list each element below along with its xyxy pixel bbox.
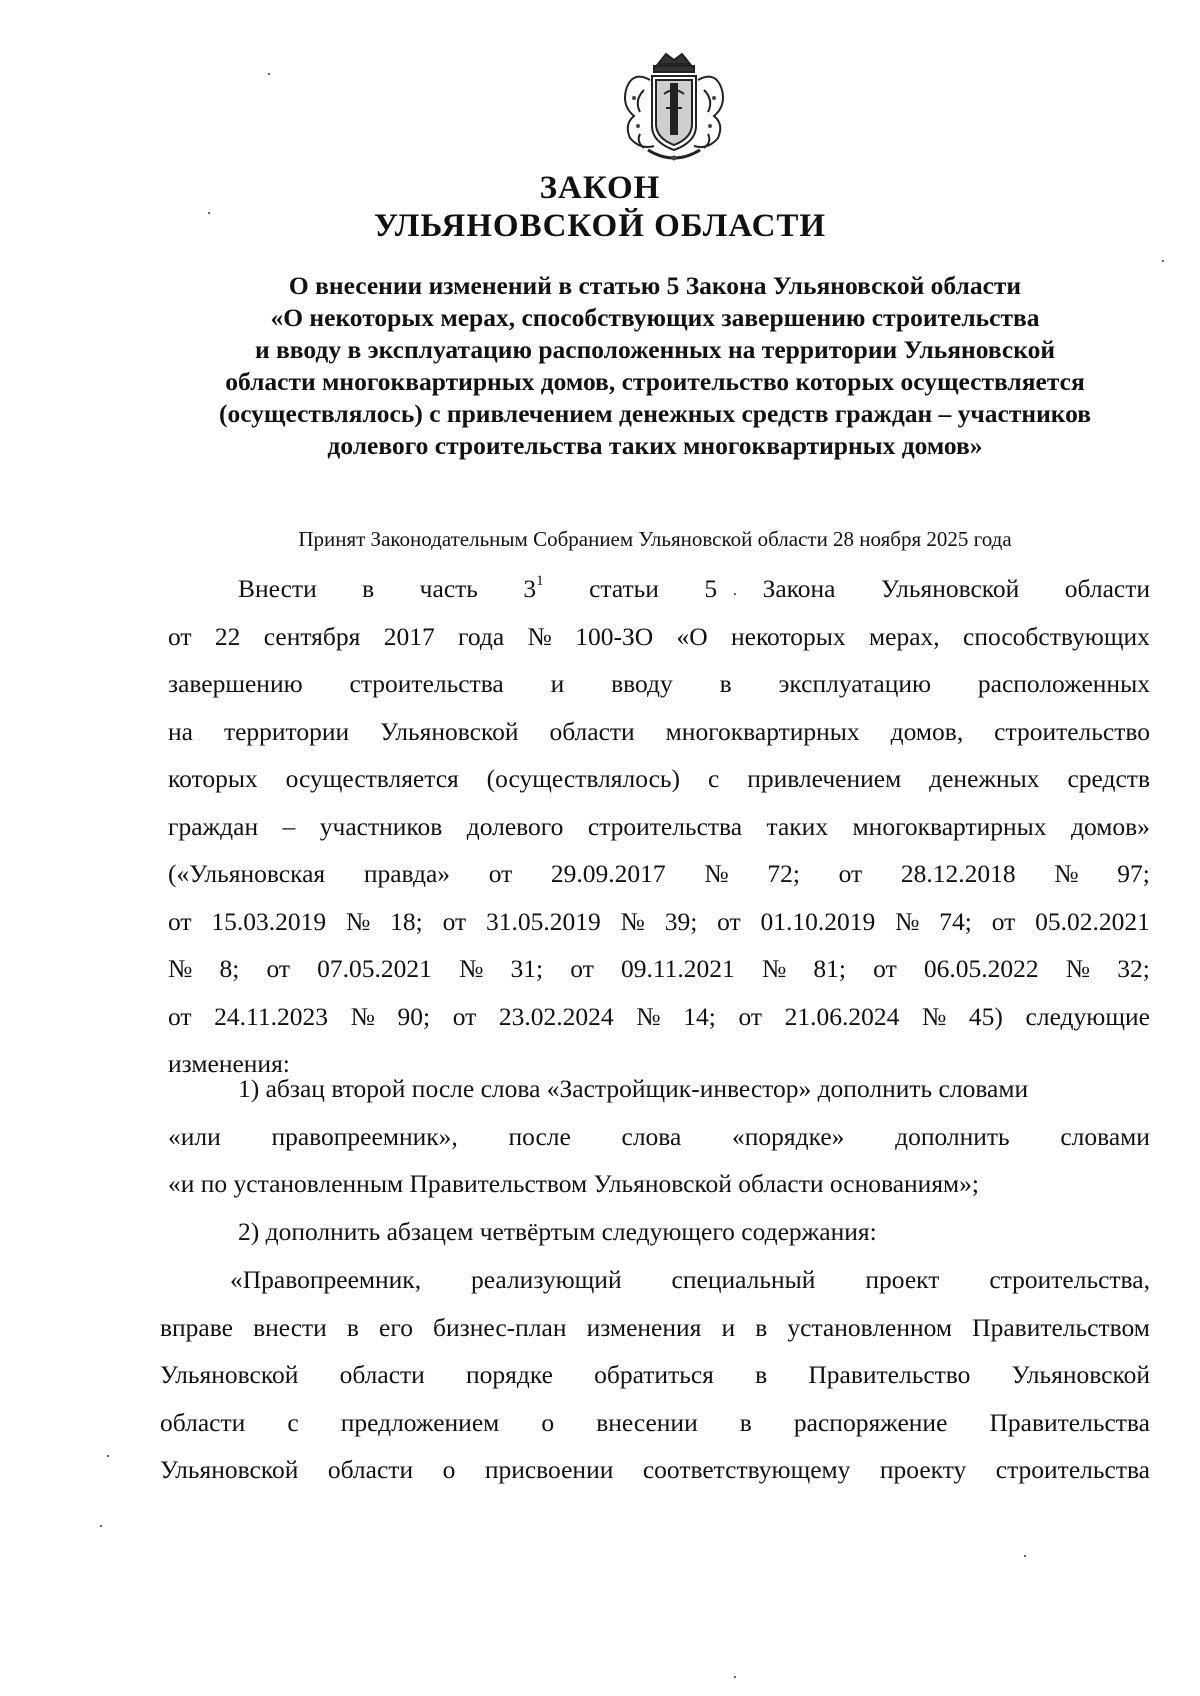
word: соответствующему <box>642 1455 851 1484</box>
region-title: УЛЬЯНОВСКОЙ ОБЛАСТИ <box>373 208 827 244</box>
word: многоквартирных <box>852 811 1047 841</box>
text-line <box>168 993 1150 1041</box>
word: № <box>345 906 371 936</box>
word: домов, <box>890 716 964 746</box>
word: мерах, <box>869 621 940 651</box>
word: и <box>721 1312 736 1342</box>
word: вправе <box>160 1312 233 1342</box>
word: в <box>719 669 732 698</box>
word: в <box>739 1407 752 1437</box>
text-line: 1) абзац второй после слова «Застройщик-инвестор» дополнить словами <box>238 1074 1029 1103</box>
word: слова <box>621 1121 682 1151</box>
word: № <box>636 1001 661 1031</box>
word: завершению <box>168 669 303 698</box>
part-number: $3^1$ <box>523 572 544 603</box>
word: 18; <box>390 906 423 936</box>
word: «или <box>168 1121 221 1151</box>
word: Ульяновской <box>380 716 519 746</box>
text-line <box>168 803 1150 851</box>
word: года <box>458 621 505 651</box>
word: 31.05.2019 <box>485 906 601 936</box>
word: порядке <box>466 1360 553 1389</box>
amendment-item-2 <box>168 1208 1150 1256</box>
subject-line: долевого строительства таких многоквартирных домов» <box>327 431 983 460</box>
text-line: 2) дополнить абзацем четвёртым следующего содержания: <box>238 1217 877 1246</box>
text-line <box>168 850 1150 898</box>
text-line <box>168 945 1150 993</box>
word: строительства <box>349 669 504 698</box>
word: средств <box>1067 764 1150 793</box>
word: 23.02.2024 <box>498 1001 614 1031</box>
word: 24.11.2023 <box>214 1001 328 1031</box>
text-line <box>168 1113 1150 1161</box>
word: в <box>755 1360 768 1389</box>
word: – <box>282 811 296 841</box>
word: изменения <box>586 1312 702 1342</box>
word: способствующих <box>963 621 1150 651</box>
word: 01.10.2019 <box>760 906 876 936</box>
word: обратиться <box>594 1360 714 1389</box>
word: Ульяновской <box>1011 1360 1150 1389</box>
subject-line: (осуществлялось) с привлечением денежных средств граждан – участников <box>218 399 1092 428</box>
word: от <box>442 906 467 936</box>
text-line: Внести в часть $3^1$ статьи 5 Закона Ульяновской области <box>168 565 1150 613</box>
word: 74; <box>939 906 972 936</box>
word: № <box>1065 954 1091 983</box>
word: предложением <box>340 1407 500 1437</box>
word: 31; <box>510 954 544 983</box>
word: правда» <box>363 859 451 888</box>
word: реализующий <box>471 1265 622 1294</box>
word: строительства <box>995 1455 1150 1484</box>
scan-speck <box>1162 260 1164 262</box>
word: 05.02.2021 <box>1035 906 1150 936</box>
text-line <box>160 1399 1150 1447</box>
word: расположенных <box>977 669 1150 698</box>
word: области <box>327 1455 414 1484</box>
word: Правительства <box>989 1407 1150 1437</box>
amendment-item-1 <box>168 1065 1150 1208</box>
word: о <box>442 1455 456 1484</box>
text-line <box>160 1256 1150 1304</box>
word: в <box>346 1312 359 1342</box>
word: проекту <box>879 1455 967 1484</box>
word: таких <box>766 811 829 841</box>
word: 32; <box>1117 954 1150 983</box>
word: 45) <box>968 1001 1003 1031</box>
word: о <box>541 1407 555 1437</box>
subject-line: и вводу в эксплуатацию расположенных на территории Ульяновской <box>254 335 1056 364</box>
word: 2017 <box>383 621 435 651</box>
word: осуществляется <box>285 764 459 793</box>
word: Ульяновской <box>160 1360 299 1389</box>
subject-line: области многоквартирных домов, строительство которых осуществляется <box>225 367 1085 396</box>
word: области <box>160 1407 246 1437</box>
word: 22 <box>214 621 241 651</box>
law-subject <box>160 270 1150 462</box>
word: 07.05.2021 <box>317 954 432 983</box>
word: с <box>707 764 720 793</box>
word: «О <box>676 621 708 651</box>
text-line <box>168 898 1150 946</box>
scan-speck <box>1024 1555 1026 1557</box>
text-line <box>160 1304 1150 1352</box>
word: Ульяновской <box>160 1455 299 1484</box>
word: в <box>755 1312 768 1342</box>
word: от <box>488 859 513 888</box>
word: дополнить <box>895 1121 1010 1151</box>
scan-speck <box>734 1676 736 1678</box>
word: 81; <box>813 954 847 983</box>
word: области <box>549 716 635 746</box>
word: внесении <box>596 1407 698 1437</box>
word: от <box>168 906 192 936</box>
word: от <box>991 906 1016 936</box>
word: и <box>550 669 565 698</box>
word: вводу <box>611 669 673 698</box>
word: строительство <box>994 716 1150 746</box>
word: строительства, <box>989 1265 1150 1294</box>
text-line <box>160 1351 1150 1399</box>
intro-paragraph <box>168 565 1150 1088</box>
word: 39; <box>664 906 698 936</box>
quoted-paragraph <box>160 1256 1150 1494</box>
word: установленном <box>787 1312 953 1342</box>
text-line: изменения: <box>168 1049 290 1078</box>
text-line <box>168 708 1150 756</box>
word: № <box>168 954 193 983</box>
scan-speck <box>208 212 210 214</box>
word: сентября <box>263 621 361 651</box>
word: от <box>168 1001 192 1031</box>
word: Правительством <box>972 1312 1150 1342</box>
word: некоторых <box>731 621 846 651</box>
word: № <box>459 954 484 983</box>
word: № <box>921 1001 947 1031</box>
text-line <box>168 660 1150 708</box>
word: № <box>527 621 552 651</box>
word: 8; <box>219 954 240 983</box>
word: граждан <box>168 811 259 841</box>
text-line <box>160 1446 1150 1494</box>
word: 15.03.2019 <box>211 906 327 936</box>
scan-speck <box>100 1525 102 1527</box>
word: строительства <box>587 811 743 841</box>
word: правопреемник», <box>271 1121 458 1151</box>
word: 14; <box>683 1001 716 1031</box>
scan-speck <box>734 593 736 595</box>
text-line <box>168 613 1150 661</box>
scan-speck <box>107 1455 109 1457</box>
word: 06.05.2022 <box>923 954 1039 983</box>
word: домов» <box>1071 811 1150 841</box>
word: привлечением <box>747 764 902 793</box>
word: участников <box>319 811 443 841</box>
word: распоряжение <box>793 1407 948 1437</box>
word: с <box>287 1407 299 1437</box>
adoption-note: Принят Законодательным Собранием Ульяновской области 28 ноября 2025 года <box>298 527 1012 551</box>
word: № <box>704 859 729 888</box>
word: от <box>266 954 291 983</box>
word: от <box>838 859 863 888</box>
word: денежных <box>929 764 1040 793</box>
word: эксплуатацию <box>778 669 932 698</box>
word: долевого <box>466 811 564 841</box>
word: от <box>452 1001 477 1031</box>
word: внести <box>253 1312 327 1342</box>
word: области <box>339 1360 425 1389</box>
word: от <box>738 1001 762 1031</box>
word: («Ульяновская <box>168 859 326 888</box>
word: от <box>717 906 741 936</box>
text-line: «и по установленным Правительством Ульяновской области основаниям»; <box>168 1169 980 1198</box>
word: 72; <box>767 859 800 888</box>
word: № <box>350 1001 375 1031</box>
word: «порядке» <box>732 1121 845 1151</box>
word: территории <box>223 716 350 746</box>
word: «Правопреемник, <box>230 1265 422 1294</box>
word: 21.06.2024 <box>784 1001 900 1031</box>
word: от <box>168 621 192 651</box>
word: 09.11.2021 <box>620 954 735 983</box>
subject-line: О внесении изменений в статью 5 Закона Ульяновской области <box>288 271 1022 300</box>
word: 90; <box>397 1001 431 1031</box>
word: после <box>508 1121 571 1151</box>
subject-line: «О некоторых мерах, способствующих завершению строительства <box>270 303 1040 332</box>
word: от <box>570 954 594 983</box>
text-line <box>168 755 1150 803</box>
word: которых <box>168 764 258 793</box>
word: 29.09.2017 <box>550 859 666 888</box>
word: его <box>379 1312 413 1342</box>
word: словами <box>1060 1121 1150 1151</box>
word: Правительство <box>808 1360 971 1389</box>
word: (осуществлялось) <box>486 764 681 793</box>
law-title: ЗАКОН <box>539 170 661 206</box>
word: 100-ЗО <box>575 621 654 651</box>
word: № <box>761 954 787 983</box>
word: 97; <box>1117 859 1150 888</box>
scan-speck <box>268 73 270 75</box>
word: присвоении <box>484 1455 614 1484</box>
coat-of-arms-emblem <box>614 50 734 168</box>
word: специальный <box>671 1265 816 1294</box>
word: 28.12.2018 <box>900 859 1016 888</box>
word: № <box>1054 859 1079 888</box>
word: бизнес-план <box>433 1312 567 1342</box>
word: многоквартирных <box>665 716 860 746</box>
word: на <box>168 716 193 746</box>
word: следующие <box>1025 1001 1150 1031</box>
word: № <box>895 906 920 936</box>
word: от <box>873 954 897 983</box>
word: проект <box>865 1265 940 1294</box>
word: № <box>620 906 645 936</box>
